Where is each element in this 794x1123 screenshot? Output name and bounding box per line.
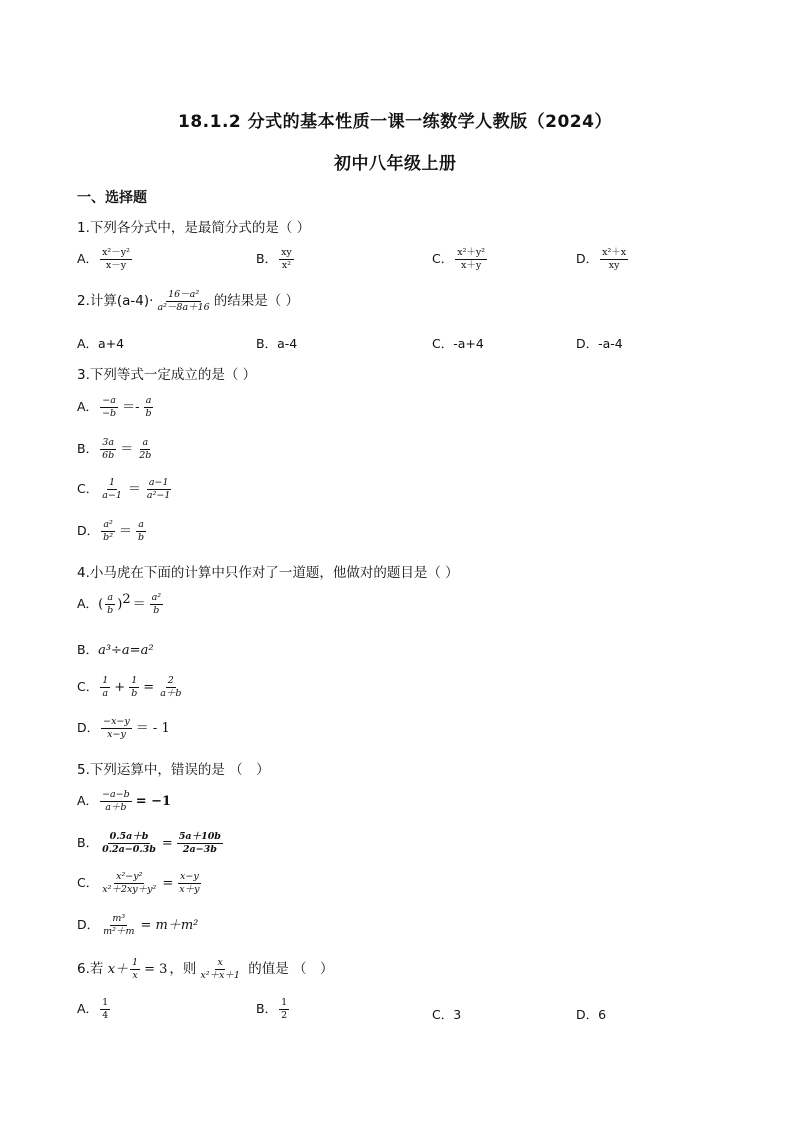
question-1-option-d[interactable]: D． $\frac{\text{x²＋x}}{xy}$	[576, 247, 627, 271]
question-2-option-c[interactable]: C．-a+4	[432, 336, 484, 351]
denominator: b	[107, 605, 114, 617]
fraction	[100, 478, 124, 501]
fraction	[101, 717, 132, 740]
numerator: a	[138, 519, 144, 531]
denominator: x−y	[107, 729, 126, 740]
numerator: xy	[281, 247, 292, 258]
question-4-option-b[interactable]: B．a³÷a=a²	[77, 642, 154, 658]
fraction	[279, 998, 289, 1021]
numerator: −a−b	[102, 789, 130, 800]
question-6-stem: 6.若 x＋ $\frac{1}{x}$ = 3 ，则 $\frac{x}{\text{x²＋x＋1}}$ 的值是 （ ）	[77, 956, 334, 981]
question-5-option-a[interactable]: A． $\frac{-a-b}{a+b}$ = −1	[77, 789, 172, 813]
question-5-option-b[interactable]: B． $\frac{0.5a+b}{0.2a-0.3b}$ = $\frac{5a+10b}{2a-3b}$	[77, 831, 221, 855]
question-3-option-b[interactable]: B． $\frac{3a}{6b}$ ＝ $\frac{a}{2b}$	[77, 437, 152, 461]
fraction	[144, 396, 154, 419]
question-4-option-a[interactable]: A．( $\frac{a}{b}$ )$^2$ ＝ $\frac{\text{a²}}{b}$	[77, 592, 162, 617]
numerator: 1	[109, 477, 116, 489]
numerator: −a	[102, 395, 116, 407]
numerator: x−y	[180, 871, 199, 882]
question-1-option-c[interactable]: C． $\frac{\text{x²＋y²}}{x+y}$	[432, 247, 486, 271]
denominator: x＋y	[461, 259, 482, 271]
fraction	[177, 832, 223, 855]
numerator: 16－a²	[168, 288, 200, 300]
denominator: a²－8a＋16	[157, 301, 210, 313]
fraction	[137, 438, 153, 461]
numerator: a²	[103, 519, 113, 531]
question-1-stem: 1.下列各分式中，是最简分式的是（ ）	[77, 220, 311, 236]
fraction	[145, 478, 172, 501]
document-title: 18.1.2 分式的基本性质一课一练数学人教版（2024）	[178, 112, 612, 132]
question-3-stem: 3.下列等式一定成立的是（ ）	[77, 367, 257, 383]
numerator: 0.5a＋b	[109, 831, 149, 842]
numerator: m³	[112, 913, 126, 925]
fraction	[100, 872, 158, 895]
denominator: a＋b	[105, 801, 127, 813]
denominator: x＋y	[179, 883, 200, 895]
denominator: x²	[281, 259, 292, 271]
fraction	[101, 914, 136, 937]
fraction	[455, 248, 487, 271]
question-5-option-d[interactable]: D． $\frac{\text{m³}}{\text{m²＋m}}$ = m＋m²	[77, 913, 199, 937]
numerator: x²－y²	[102, 247, 130, 258]
question-6-option-c[interactable]: C．3	[432, 1007, 462, 1022]
numerator: 2	[167, 675, 174, 686]
question-4-option-d[interactable]: D． $\frac{-x-y}{x-y}$ ＝ - 1	[77, 716, 170, 740]
numerator: 1	[132, 956, 139, 968]
numerator: a	[145, 395, 152, 407]
numerator: 5a＋10b	[178, 831, 221, 842]
fraction	[100, 676, 110, 699]
denominator: x²＋2xy＋y²	[102, 883, 157, 895]
document-subtitle: 初中八年级上册	[334, 154, 457, 174]
numerator: 1	[102, 675, 109, 686]
fraction	[158, 676, 183, 699]
denominator: b	[153, 605, 160, 617]
denominator: x－y	[105, 259, 127, 271]
fraction	[100, 832, 158, 855]
fraction	[129, 676, 139, 699]
fraction	[155, 290, 211, 313]
question-3-option-c[interactable]: C． $\frac{1}{a-1}$ ＝ $\frac{a-1}{\text{a²−1}}$	[77, 477, 171, 501]
denominator: 2b	[139, 450, 152, 461]
fraction	[279, 248, 294, 271]
fraction	[130, 958, 140, 981]
denominator: b	[131, 687, 138, 699]
section-heading: 一、选择题	[77, 190, 147, 206]
fraction	[100, 396, 118, 419]
denominator: xy	[608, 259, 620, 271]
question-4-stem: 4.小马虎在下面的计算中只作对了一道题，他做对的题目是（ ）	[77, 565, 459, 581]
numerator: x²＋x	[602, 247, 627, 258]
question-2-option-a[interactable]: A．a+4	[77, 336, 125, 351]
fraction	[100, 998, 110, 1021]
fraction	[105, 593, 115, 616]
fraction	[100, 790, 132, 813]
fraction	[177, 872, 201, 895]
numerator: x²＋y²	[457, 247, 486, 258]
denominator: −b	[102, 408, 117, 419]
denominator: a−1	[102, 490, 122, 501]
denominator: 0.2a−0.3b	[102, 843, 156, 855]
denominator: m²＋m	[103, 926, 135, 937]
question-4-option-c[interactable]: C． $\frac{1}{a}$ + $\frac{1}{b}$ = $\frac{2}{a+b}$	[77, 675, 182, 699]
question-2-stem: 2.计算(a-4)· $\frac{\text{16－a²}}{\text{a²－8a＋16}}$ 的结果是（ ）	[77, 288, 300, 313]
numerator: a−1	[148, 477, 169, 489]
denominator: 2	[281, 1009, 288, 1021]
denominator: a²−1	[146, 490, 171, 501]
question-5-stem: 5.下列运算中，错误的是 （ ）	[77, 762, 270, 778]
question-1-option-b[interactable]: B． $\frac{xy}{\text{x²}}$	[256, 247, 292, 271]
denominator: x²＋x＋1	[200, 969, 240, 981]
fraction	[101, 520, 115, 543]
question-3-option-a[interactable]: A． $\frac{-a}{-b}$ ＝- $\frac{a}{b}$	[77, 395, 152, 419]
numerator: 1	[102, 997, 109, 1008]
numerator: x	[217, 956, 223, 968]
denominator: 6b	[102, 450, 115, 461]
numerator: 1	[131, 675, 138, 686]
denominator: b	[138, 532, 145, 543]
denominator: b	[145, 408, 152, 419]
denominator: a	[102, 687, 109, 699]
fraction	[600, 248, 628, 271]
numerator: x²−y²	[116, 871, 143, 882]
fraction	[100, 438, 116, 461]
fraction	[136, 520, 146, 543]
numerator: a²	[151, 592, 162, 604]
fraction	[150, 593, 163, 616]
numerator: 3a	[102, 437, 114, 449]
question-2-option-b[interactable]: B．a-4	[256, 336, 298, 351]
numerator: a	[142, 437, 149, 449]
denominator: 4	[102, 1009, 109, 1021]
numerator: a	[107, 592, 114, 604]
fraction	[100, 248, 132, 271]
question-6-option-a[interactable]: A． $\frac{1}{4}$	[77, 997, 109, 1021]
numerator: −x−y	[103, 716, 130, 728]
denominator: x	[132, 969, 138, 981]
question-6-option-d[interactable]: D．6	[576, 1007, 607, 1022]
numerator: 1	[281, 997, 288, 1008]
question-3-option-d[interactable]: D． $\frac{\text{a²}}{\text{b²}}$ ＝ $\frac{a}{b}$	[77, 519, 145, 543]
question-2-option-d[interactable]: D．-a-4	[576, 336, 623, 351]
denominator: 2a−3b	[182, 843, 217, 855]
question-5-option-c[interactable]: C． $\frac{\text{x²−y²}}{\text{x²＋2xy＋y²}}$ = $\frac{x-y}{x+y}$	[77, 871, 200, 895]
denominator: a＋b	[160, 687, 182, 699]
question-1-option-a[interactable]: A． $\frac{\text{x²－y²}}{x-y}$	[77, 247, 130, 271]
denominator: b²	[103, 532, 114, 543]
question-6-option-b[interactable]: B． $\frac{1}{2}$	[256, 997, 288, 1021]
fraction	[198, 958, 242, 981]
